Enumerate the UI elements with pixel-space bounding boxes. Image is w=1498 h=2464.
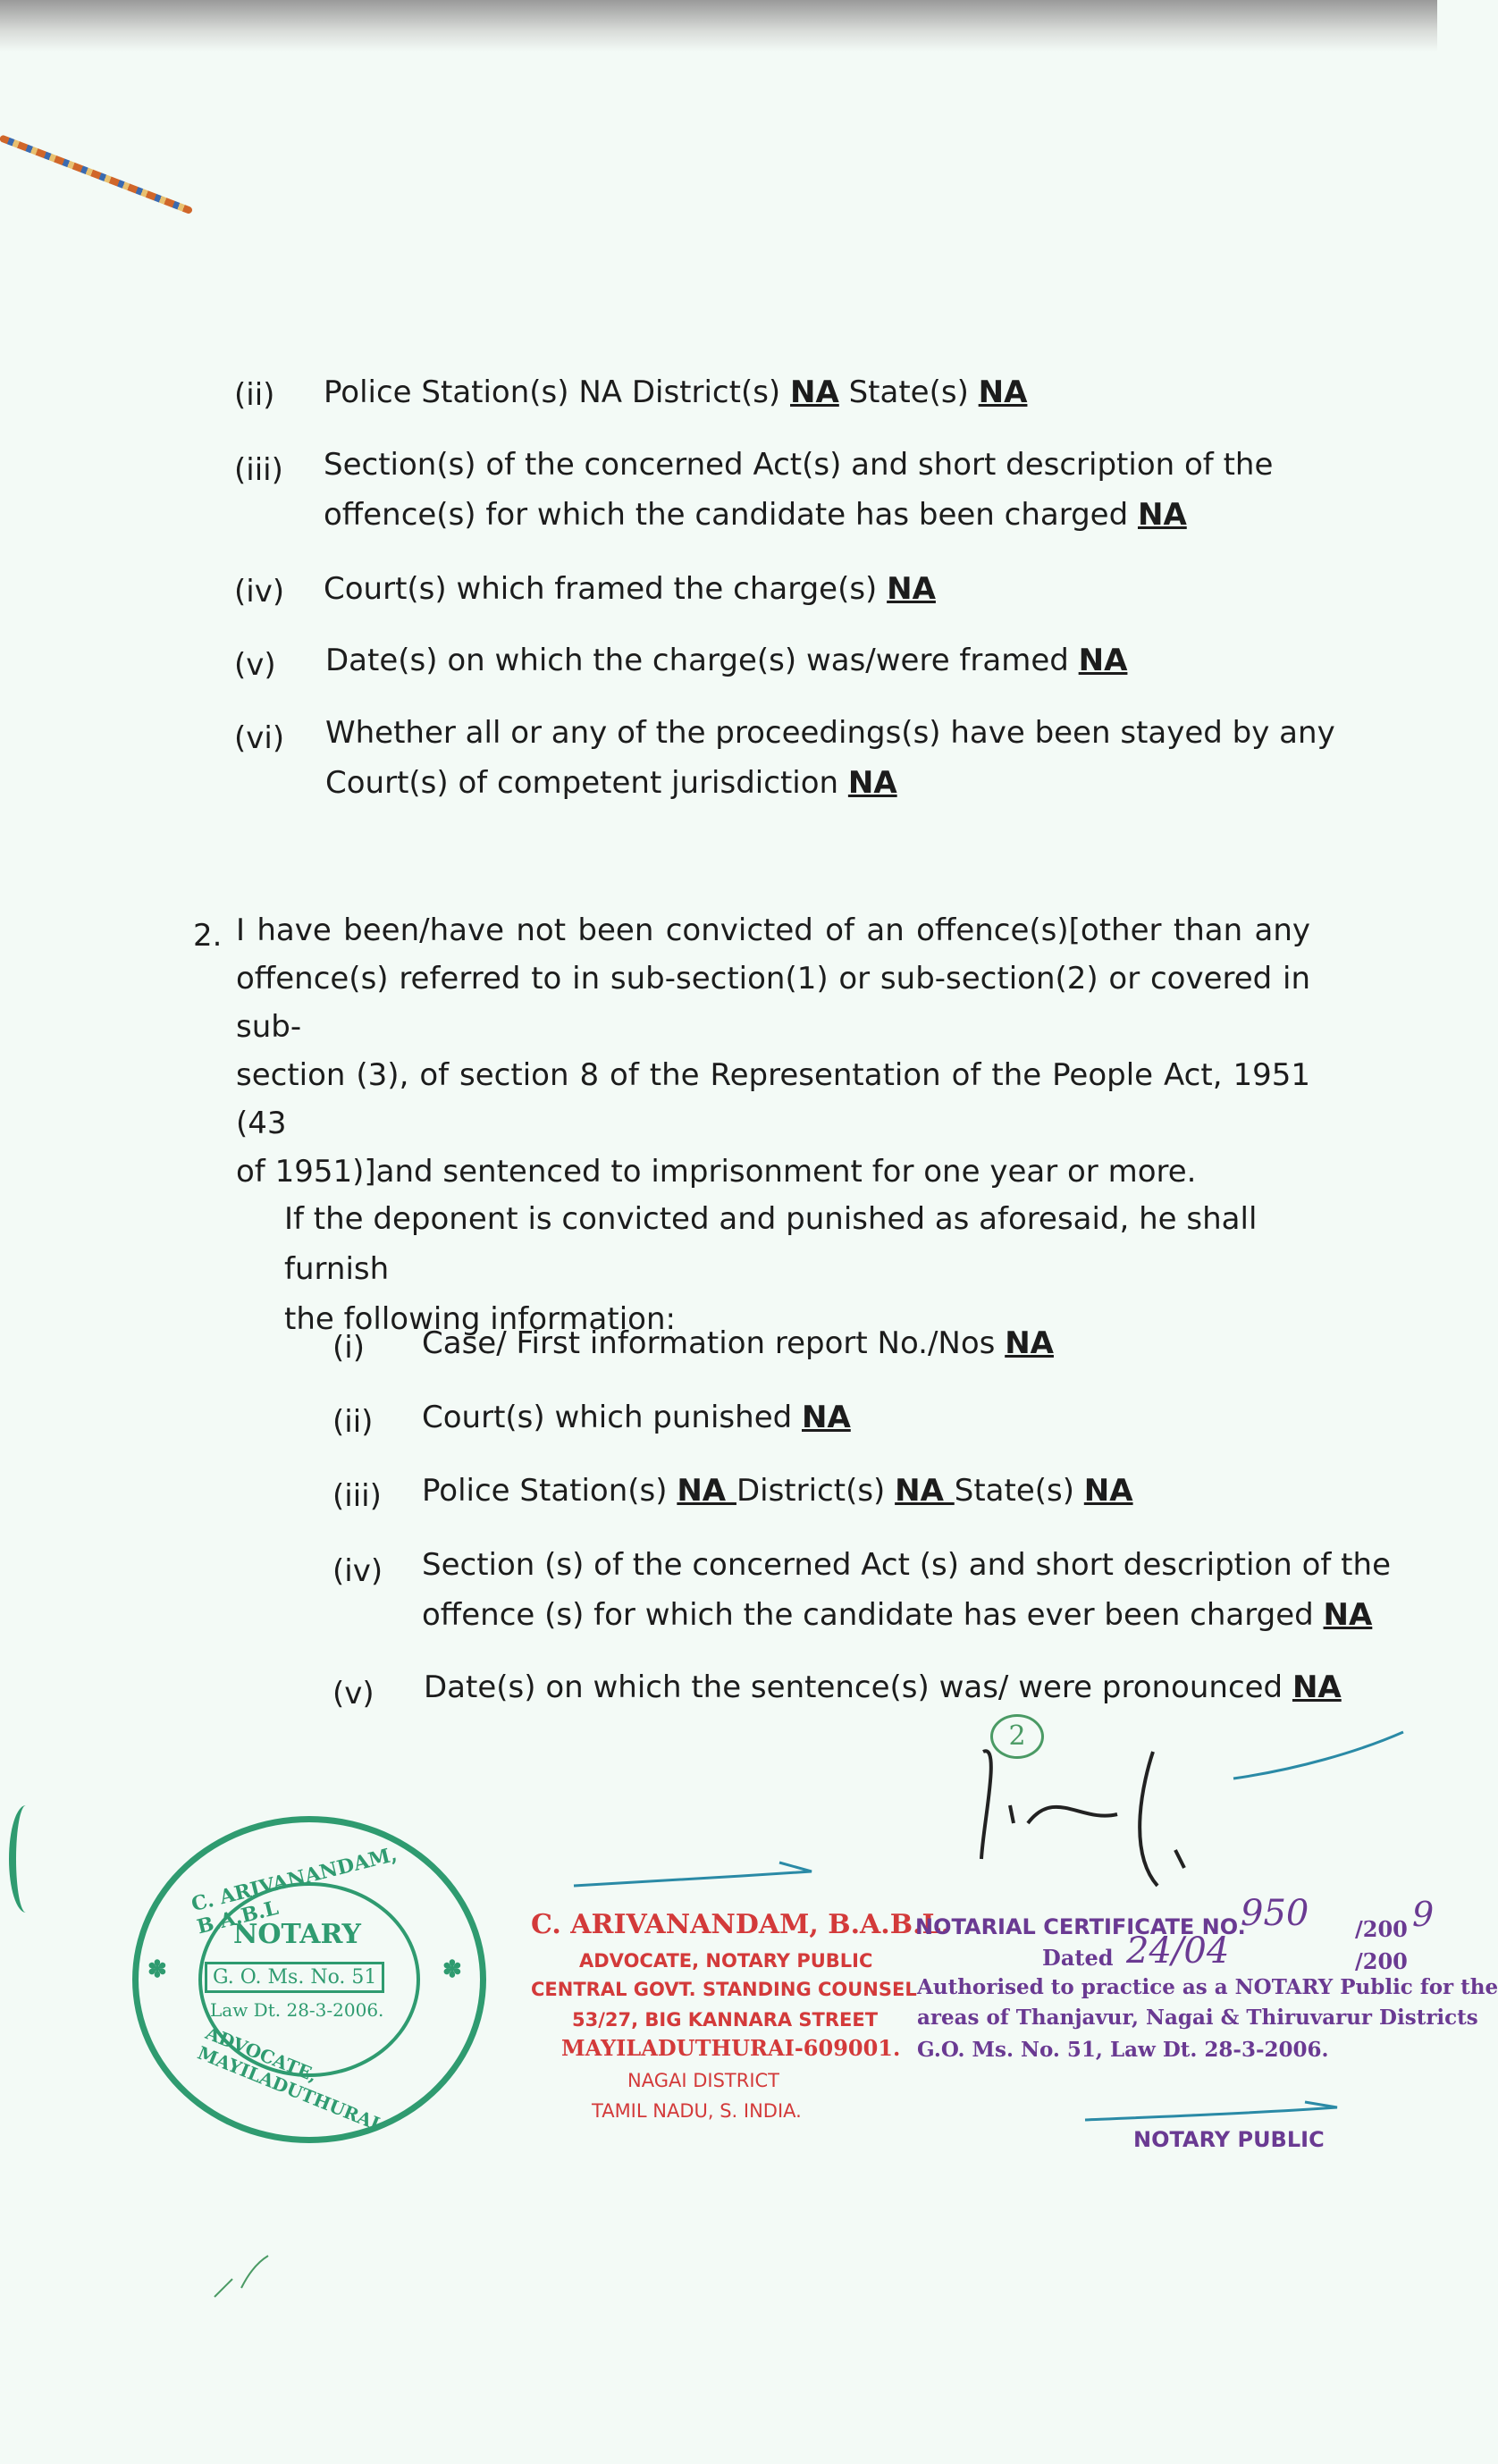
authorisation-line: Authorised to practice as a NOTARY Public for the: [917, 1975, 1498, 1999]
seal-star-icon: ✽: [147, 1956, 167, 1983]
paragraph-line: section (3), of section 8 of the Representation of the People Act, 1951 (43: [236, 1057, 1310, 1141]
na-value: NA: [1005, 1325, 1054, 1361]
item-text: Police Station(s): [422, 1473, 677, 1509]
list-item: [422, 1540, 1391, 1640]
na-value: NA: [847, 765, 897, 801]
item-number: (iv): [332, 1553, 383, 1589]
item-number: (ii): [234, 377, 275, 413]
item-number: (v): [332, 1676, 374, 1711]
list-item: [324, 564, 936, 614]
item-number: (ii): [332, 1404, 374, 1440]
list-item: [422, 1392, 851, 1442]
na-value: NA: [802, 1400, 851, 1435]
scan-top-edge: [0, 0, 1437, 52]
list-item: [422, 1466, 1133, 1516]
item-text: Court(s) which punished: [422, 1400, 802, 1435]
pen-mark: [206, 2252, 277, 2306]
binding-thread: [0, 134, 193, 214]
dated-label: Dated: [1042, 1945, 1114, 1971]
item-text: Section(s) of the concerned Act(s) and short description of the: [324, 447, 1274, 483]
item-number: (iv): [234, 574, 285, 610]
item-text: Court(s) which framed the charge(s): [324, 571, 888, 607]
seal-bottom-text: ADVOCATE, MAYILADUTHURAI: [194, 2022, 383, 2135]
notary-public-label: NOTARY PUBLIC: [1133, 2127, 1325, 2152]
item-text: offence (s) for which the candidate has ever been charged: [422, 1597, 1324, 1633]
item-text: Whether all or any of the proceedings(s) have been stayed by any: [325, 715, 1335, 751]
notary-seal: [132, 1816, 486, 2143]
na-value: NA: [677, 1473, 736, 1509]
item-text: Police Station(s) NA District(s): [324, 374, 791, 410]
conviction-paragraph: [236, 906, 1310, 1196]
address-line: CENTRAL GOVT. STANDING COUNSEL: [531, 1979, 917, 2000]
list-item: [424, 1662, 1342, 1712]
na-value: NA: [1323, 1597, 1373, 1633]
item-text: Date(s) on which the charge(s) was/were framed: [325, 643, 1079, 678]
seal-top-text: C. ARIVANANDAM, B.A.B.L: [189, 1842, 400, 1939]
notary-name: C. ARIVANANDAM, B.A.B.L.: [531, 1909, 951, 1940]
intro-line: the following information:: [284, 1301, 676, 1337]
item-text: District(s): [736, 1473, 896, 1509]
na-value: NA: [887, 571, 936, 607]
paragraph-line: of 1951)]and sentenced to imprisonment for one year or more.: [236, 1154, 1197, 1190]
list-item: [422, 1318, 1054, 1368]
certificate-number: 950: [1241, 1893, 1309, 1934]
item-text: Section (s) of the concerned Act (s) and short description of the: [422, 1547, 1391, 1583]
item-text: State(s): [954, 1473, 1084, 1509]
year-prefix: /200: [1355, 1948, 1408, 1974]
paragraph-line: offence(s) referred to in sub-section(1) or sub-section(2) or covered in sub-: [236, 961, 1310, 1045]
list-item: [325, 635, 1127, 685]
pen-stroke: [572, 1859, 822, 1891]
na-value: NA: [1137, 497, 1187, 533]
item-number: (iii): [234, 452, 283, 488]
authorisation-line: G.O. Ms. No. 51, Law Dt. 28-3-2006.: [917, 2038, 1329, 2062]
year-prefix: /200: [1355, 1916, 1408, 1942]
partial-seal-mark: [9, 1805, 43, 1913]
signature: [947, 1725, 1412, 1904]
na-value: NA: [1083, 1473, 1133, 1509]
dated-value: 24/04: [1126, 1930, 1230, 1972]
na-value: NA: [790, 374, 839, 410]
year-digit: 9: [1412, 1895, 1435, 1934]
certificate-label: NOTARIAL CERTIFICATE NO.: [915, 1914, 1246, 1939]
list-item: [324, 440, 1273, 540]
item-text: Court(s) of competent jurisdiction: [325, 765, 848, 801]
na-value: NA: [895, 1473, 955, 1509]
na-value: NA: [978, 374, 1028, 410]
address-line: MAYILADUTHURAI-609001.: [561, 2035, 901, 2061]
list-item: [325, 708, 1335, 808]
address-line: ADVOCATE, NOTARY PUBLIC: [579, 1950, 873, 1972]
item-number: (iii): [332, 1478, 382, 1514]
seal-law-text: Law Dt. 28-3-2006.: [210, 1999, 384, 2021]
item-text: Date(s) on which the sentence(s) was/ were pronounced: [424, 1669, 1292, 1705]
pen-stroke: [1081, 2100, 1350, 2127]
paragraph-number: 2.: [193, 918, 223, 954]
authorisation-line: areas of Thanjavur, Nagai & Thiruvarur Districts: [917, 2006, 1478, 2030]
paragraph-line: I have been/have not been convicted of an offence(s)[other than any: [236, 912, 1310, 948]
item-text: State(s): [838, 374, 979, 410]
list-item: [324, 367, 1027, 417]
item-text: offence(s) for which the candidate has been charged: [324, 497, 1138, 533]
seal-star-icon: ✽: [442, 1956, 462, 1983]
seal-go-text: G. O. Ms. No. 51: [205, 1962, 384, 1993]
seal-title: NOTARY: [233, 1919, 361, 1950]
address-line: 53/27, BIG KANNARA STREET: [572, 2009, 879, 2031]
item-number: (vi): [234, 720, 285, 756]
item-text: Case/ First information report No./Nos: [422, 1325, 1006, 1361]
address-line: NAGAI DISTRICT: [627, 2070, 780, 2091]
item-number: (i): [332, 1330, 365, 1366]
intro-line: If the deponent is convicted and punished as aforesaid, he shall furnish: [284, 1201, 1258, 1287]
address-line: TAMIL NADU, S. INDIA.: [592, 2100, 802, 2122]
na-value: NA: [1292, 1669, 1342, 1705]
item-number: (v): [234, 647, 276, 683]
page-number-circle: 2: [990, 1714, 1044, 1759]
na-value: NA: [1078, 643, 1128, 678]
